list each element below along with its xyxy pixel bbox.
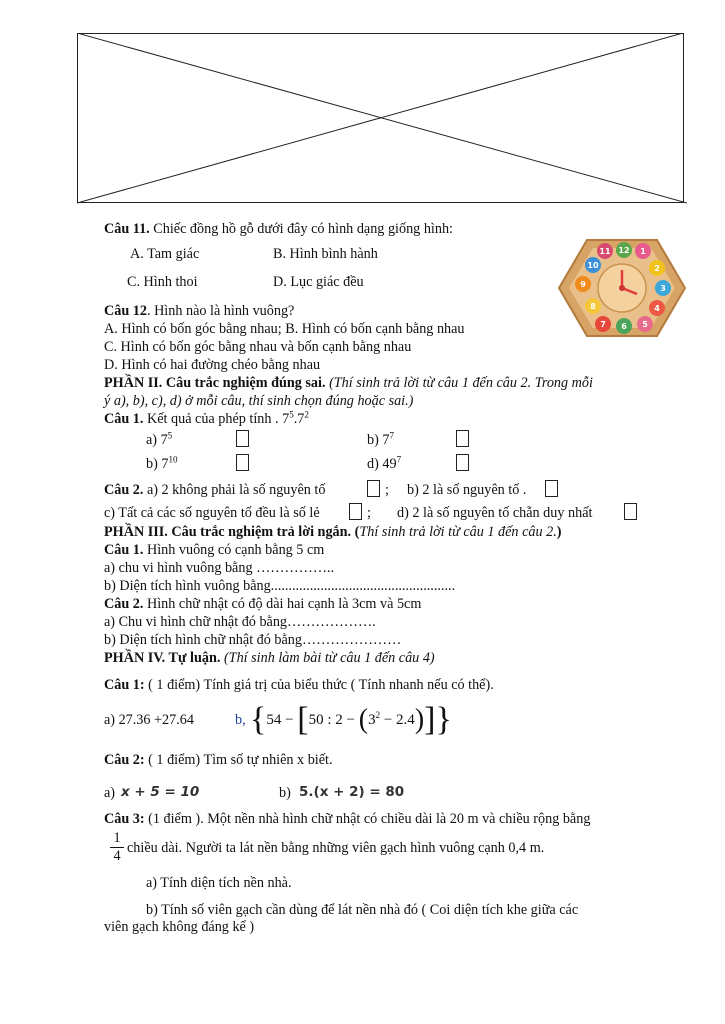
part3-c2-a: a) Chu vi hình chữ nhật đó bằng……………….	[104, 614, 376, 630]
part2-c1-question	[104, 411, 309, 427]
header-image-placeholder	[77, 33, 687, 205]
part4-c3-question	[104, 811, 590, 827]
part4-title: PHẦN IV. Tự luận.	[104, 650, 221, 666]
clock-number: 4	[654, 304, 660, 313]
part2-c2-label: Câu 2.	[104, 482, 144, 498]
part2-c1-text: Kết quả của phép tính . 7	[143, 411, 290, 427]
part4-c1-a: a) 27.36 +27.64	[104, 712, 194, 728]
part4-c1-b-label: b,	[235, 712, 246, 728]
part2-heading	[104, 375, 593, 391]
part2-title: PHẦN II. Câu trắc nghiệm đúng sai.	[104, 375, 326, 391]
clock-number: 8	[590, 302, 596, 311]
clock-number: 10	[587, 261, 599, 270]
part4-c2-a-label: a)	[104, 785, 116, 801]
part4-c1-text: ( 1 điểm) Tính giá trị của biểu thức ( Tính nhanh nếu có thể).	[144, 677, 494, 693]
q12-option-d: D. Hình có hai đường chéo bằng nhau	[104, 357, 321, 373]
answer-checkbox[interactable]	[456, 430, 469, 447]
q12-question	[104, 303, 294, 319]
clock-number: 2	[654, 264, 660, 273]
part4-c3-b-cont: viên gạch không đáng kể )	[104, 919, 255, 935]
part2-c2-a: a) 2 không phải là số nguyên tố	[143, 482, 326, 498]
part4-c2-a-formula: x + 5 = 10	[121, 784, 200, 800]
part2-c1-option-c: b) $7^{10}$	[146, 454, 178, 472]
clock-number: 11	[599, 247, 611, 256]
clock-number: 1	[640, 247, 646, 256]
answer-checkbox[interactable]	[624, 503, 637, 520]
q11-option-c: C. Hình thoi	[127, 274, 198, 290]
part2-c1-text-2: .7	[293, 411, 305, 427]
part3-heading: PHẦN III. Câu trắc nghiệm trả lời ngắn. (Thí sinh trả lời từ câu 1 đến câu 2.)	[104, 524, 562, 540]
part4-c3-text-2: chiều dài. Người ta lát nền bằng những viên gạch hình vuông cạnh 0,4 m.	[127, 840, 545, 856]
part2-c1-option-a: a) $7^5$	[146, 430, 173, 448]
q11-option-b: B. Hình bình hành	[273, 246, 378, 262]
exponent: 5	[289, 409, 294, 420]
q11-question	[104, 221, 453, 237]
q12-label: Câu 12	[104, 303, 147, 319]
part2-c1-option-d: d) $49^7$	[367, 454, 402, 472]
q12-option-a: A. Hình có bốn góc bằng nhau; B. Hình có bốn cạnh bằng nhau	[104, 321, 465, 337]
part2-c2-c: c) Tất cả các số nguyên tố đều là số lẻ	[104, 505, 320, 521]
part4-c2-text: ( 1 điểm) Tìm số tự nhiên x biết.	[144, 752, 333, 768]
part4-heading	[104, 650, 435, 666]
part3-c1-label: Câu 1.	[104, 542, 144, 558]
part4-c3-text: (1 điểm ). Một nền nhà hình chữ nhật có chiều dài là 20 m và chiều rộng bằng	[144, 811, 591, 827]
part3-c2-label: Câu 2.	[104, 596, 144, 612]
clock-number: 5	[642, 320, 648, 329]
part3-note: Thí sinh trả lời từ câu 1 đến câu 2.	[359, 524, 557, 540]
part3-title: PHẦN III. Câu trắc nghiệm trả lời ngắn.	[104, 524, 352, 540]
wooden-clock-image	[557, 238, 687, 338]
clock-number: 3	[660, 284, 666, 293]
q12-text: . Hình nào là hình vuông?	[146, 303, 295, 319]
answer-checkbox[interactable]	[236, 454, 249, 471]
part3-c2-question	[104, 596, 421, 612]
q11-option-a: A. Tam giác	[130, 246, 200, 262]
part3-c2-b: b) Diện tích hình chữ nhật đó bằng…………………	[104, 632, 402, 648]
part2-note-cont: ý a), b), c), d) ở mỗi câu, thí sinh chọn đúng hoặc sai.)	[104, 393, 414, 409]
exponent: 2	[304, 409, 309, 420]
part4-c3-label: Câu 3:	[104, 811, 145, 827]
part4-c2-question	[104, 752, 333, 768]
clock-number: 6	[621, 322, 627, 331]
answer-checkbox[interactable]	[349, 503, 362, 520]
part3-c1-question	[104, 542, 324, 558]
part4-note: (Thí sinh làm bài từ câu 1 đến câu 4)	[220, 650, 435, 666]
q11-text: Chiếc đồng hồ gỗ dưới đây có hình dạng giống hình:	[149, 221, 453, 237]
separator: ;	[367, 505, 371, 521]
answer-checkbox[interactable]	[236, 430, 249, 447]
part4-c2-b-formula: 5.(x + 2) = 80	[299, 784, 405, 800]
part4-c3-b: b) Tính số viên gạch cần dùng để lát nền nhà đó ( Coi diện tích khe giữa các	[146, 902, 579, 918]
answer-checkbox[interactable]	[545, 480, 558, 497]
part4-c1-question	[104, 677, 494, 693]
part3-c1-a: a) chu vi hình vuông bằng ……………..	[104, 560, 335, 576]
clock-number: 9	[580, 280, 586, 289]
part3-c2-text: Hình chữ nhật có độ dài hai cạnh là 3cm và 5cm	[143, 596, 422, 612]
part4-c2-label: Câu 2:	[104, 752, 145, 768]
q11-label: Câu 11.	[104, 221, 150, 237]
separator: ;	[385, 482, 389, 498]
part3-c1-text: Hình vuông có cạnh bằng 5 cm	[143, 542, 325, 558]
clock-number: 12	[618, 246, 630, 255]
part2-c2-d: d) 2 là số nguyên tố chẵn duy nhất	[397, 505, 593, 521]
part4-c1-label: Câu 1:	[104, 677, 145, 693]
part4-c1-b-expression: {54 − [50 : $2 - (3^2 - 2.4)$]}	[250, 701, 452, 738]
part4-c3-a: a) Tính diện tích nền nhà.	[146, 875, 292, 891]
part2-note: (Thí sinh trả lời từ câu 1 đến câu 2. Trong mỗi	[325, 375, 593, 391]
part2-c1-label: Câu 1.	[104, 411, 144, 427]
answer-checkbox[interactable]	[367, 480, 380, 497]
part2-c1-option-b: b) $7^7$	[367, 430, 394, 448]
part4-c2-b-label: b)	[279, 785, 291, 801]
part3-c1-b: b) Diện tích hình vuông bằng....................................................	[104, 578, 456, 594]
q12-option-c: C. Hình có bốn góc bằng nhau và bốn cạnh bằng nhau	[104, 339, 412, 355]
part2-c2-b: b) 2 là số nguyên tố .	[407, 482, 527, 498]
clock-number: 7	[600, 320, 606, 329]
q11-option-d: D. Lục giác đều	[273, 274, 364, 290]
part2-c2-line1	[104, 482, 325, 498]
fraction-one-quarter: 1 4	[110, 830, 124, 865]
answer-checkbox[interactable]	[456, 454, 469, 471]
